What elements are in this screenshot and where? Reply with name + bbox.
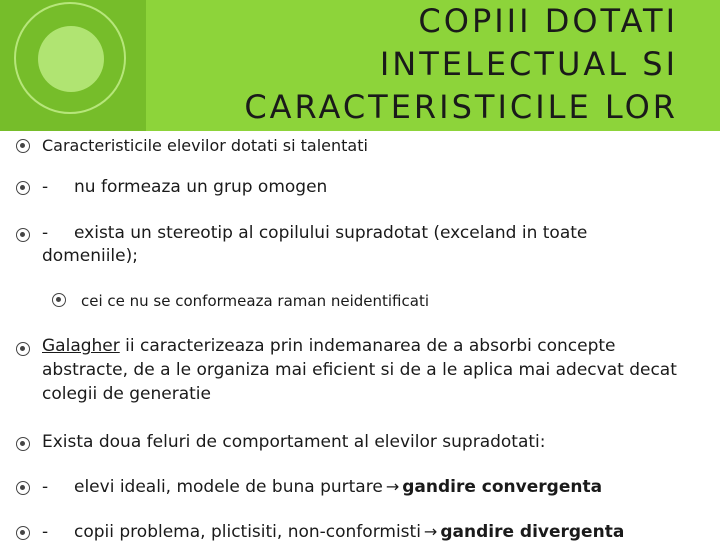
list-item-text: Exista doua feluri de comportament al elevilor supradotati: bbox=[42, 432, 546, 452]
list-dash: - bbox=[42, 477, 49, 497]
arrow-right-icon: → bbox=[423, 522, 438, 541]
list-item-text bbox=[42, 520, 624, 544]
header-band bbox=[0, 0, 720, 131]
bullet-icon bbox=[16, 526, 30, 540]
list-item-text bbox=[42, 176, 327, 199]
list-item-text bbox=[42, 222, 587, 245]
arrow-right-icon: → bbox=[385, 477, 400, 496]
bullet-icon bbox=[16, 481, 30, 495]
slide-title bbox=[118, 0, 678, 129]
title-line-2: INTELECTUAL SI bbox=[379, 45, 678, 83]
bullet-icon bbox=[16, 228, 30, 242]
list-item-content: elevi ideali, modele de buna purtare bbox=[74, 477, 383, 497]
list-item-content-line-3: colegii de generatie bbox=[42, 384, 211, 404]
author-name: Galagher bbox=[42, 336, 120, 356]
list-item-content: nu formeaza un grup omogen bbox=[74, 177, 328, 197]
list-item-text: Caracteristicile elevilor dotati si talentati bbox=[42, 136, 368, 155]
list-item-content-line-2: abstracte, de a le organiza mai eficient si de a le aplica mai adecvat decat bbox=[42, 360, 677, 380]
list-dash: - bbox=[42, 223, 49, 243]
bullet-icon bbox=[16, 342, 30, 356]
list-dash: - bbox=[42, 177, 49, 197]
bullet-icon bbox=[16, 437, 30, 451]
list-item-text: cei ce nu se conformeaza raman neidentificati bbox=[81, 292, 429, 310]
list-item-content-line-2: domeniile); bbox=[42, 246, 138, 266]
title-line-1: COPIII DOTATI bbox=[418, 2, 678, 40]
title-line-3: CARACTERISTICILE LOR bbox=[244, 88, 678, 126]
list-item-content-line-1: exista un stereotip al copilului supradotat (exceland in toate bbox=[74, 223, 588, 243]
list-item-content: copii problema, plictisiti, non-conformisti bbox=[74, 522, 421, 542]
bullet-icon bbox=[52, 293, 66, 307]
list-item-emphasis: gandire divergenta bbox=[440, 522, 625, 542]
list-item-emphasis: gandire convergenta bbox=[402, 477, 603, 497]
list-item-text bbox=[42, 475, 602, 499]
list-item-content-line-1: ii caracterizeaza prin indemanarea de a absorbi concepte bbox=[119, 336, 616, 356]
list-item-text bbox=[42, 335, 616, 358]
bullet-icon bbox=[16, 139, 30, 153]
decorative-circle-filled bbox=[38, 26, 104, 92]
bullet-icon bbox=[16, 181, 30, 195]
list-dash: - bbox=[42, 522, 49, 542]
